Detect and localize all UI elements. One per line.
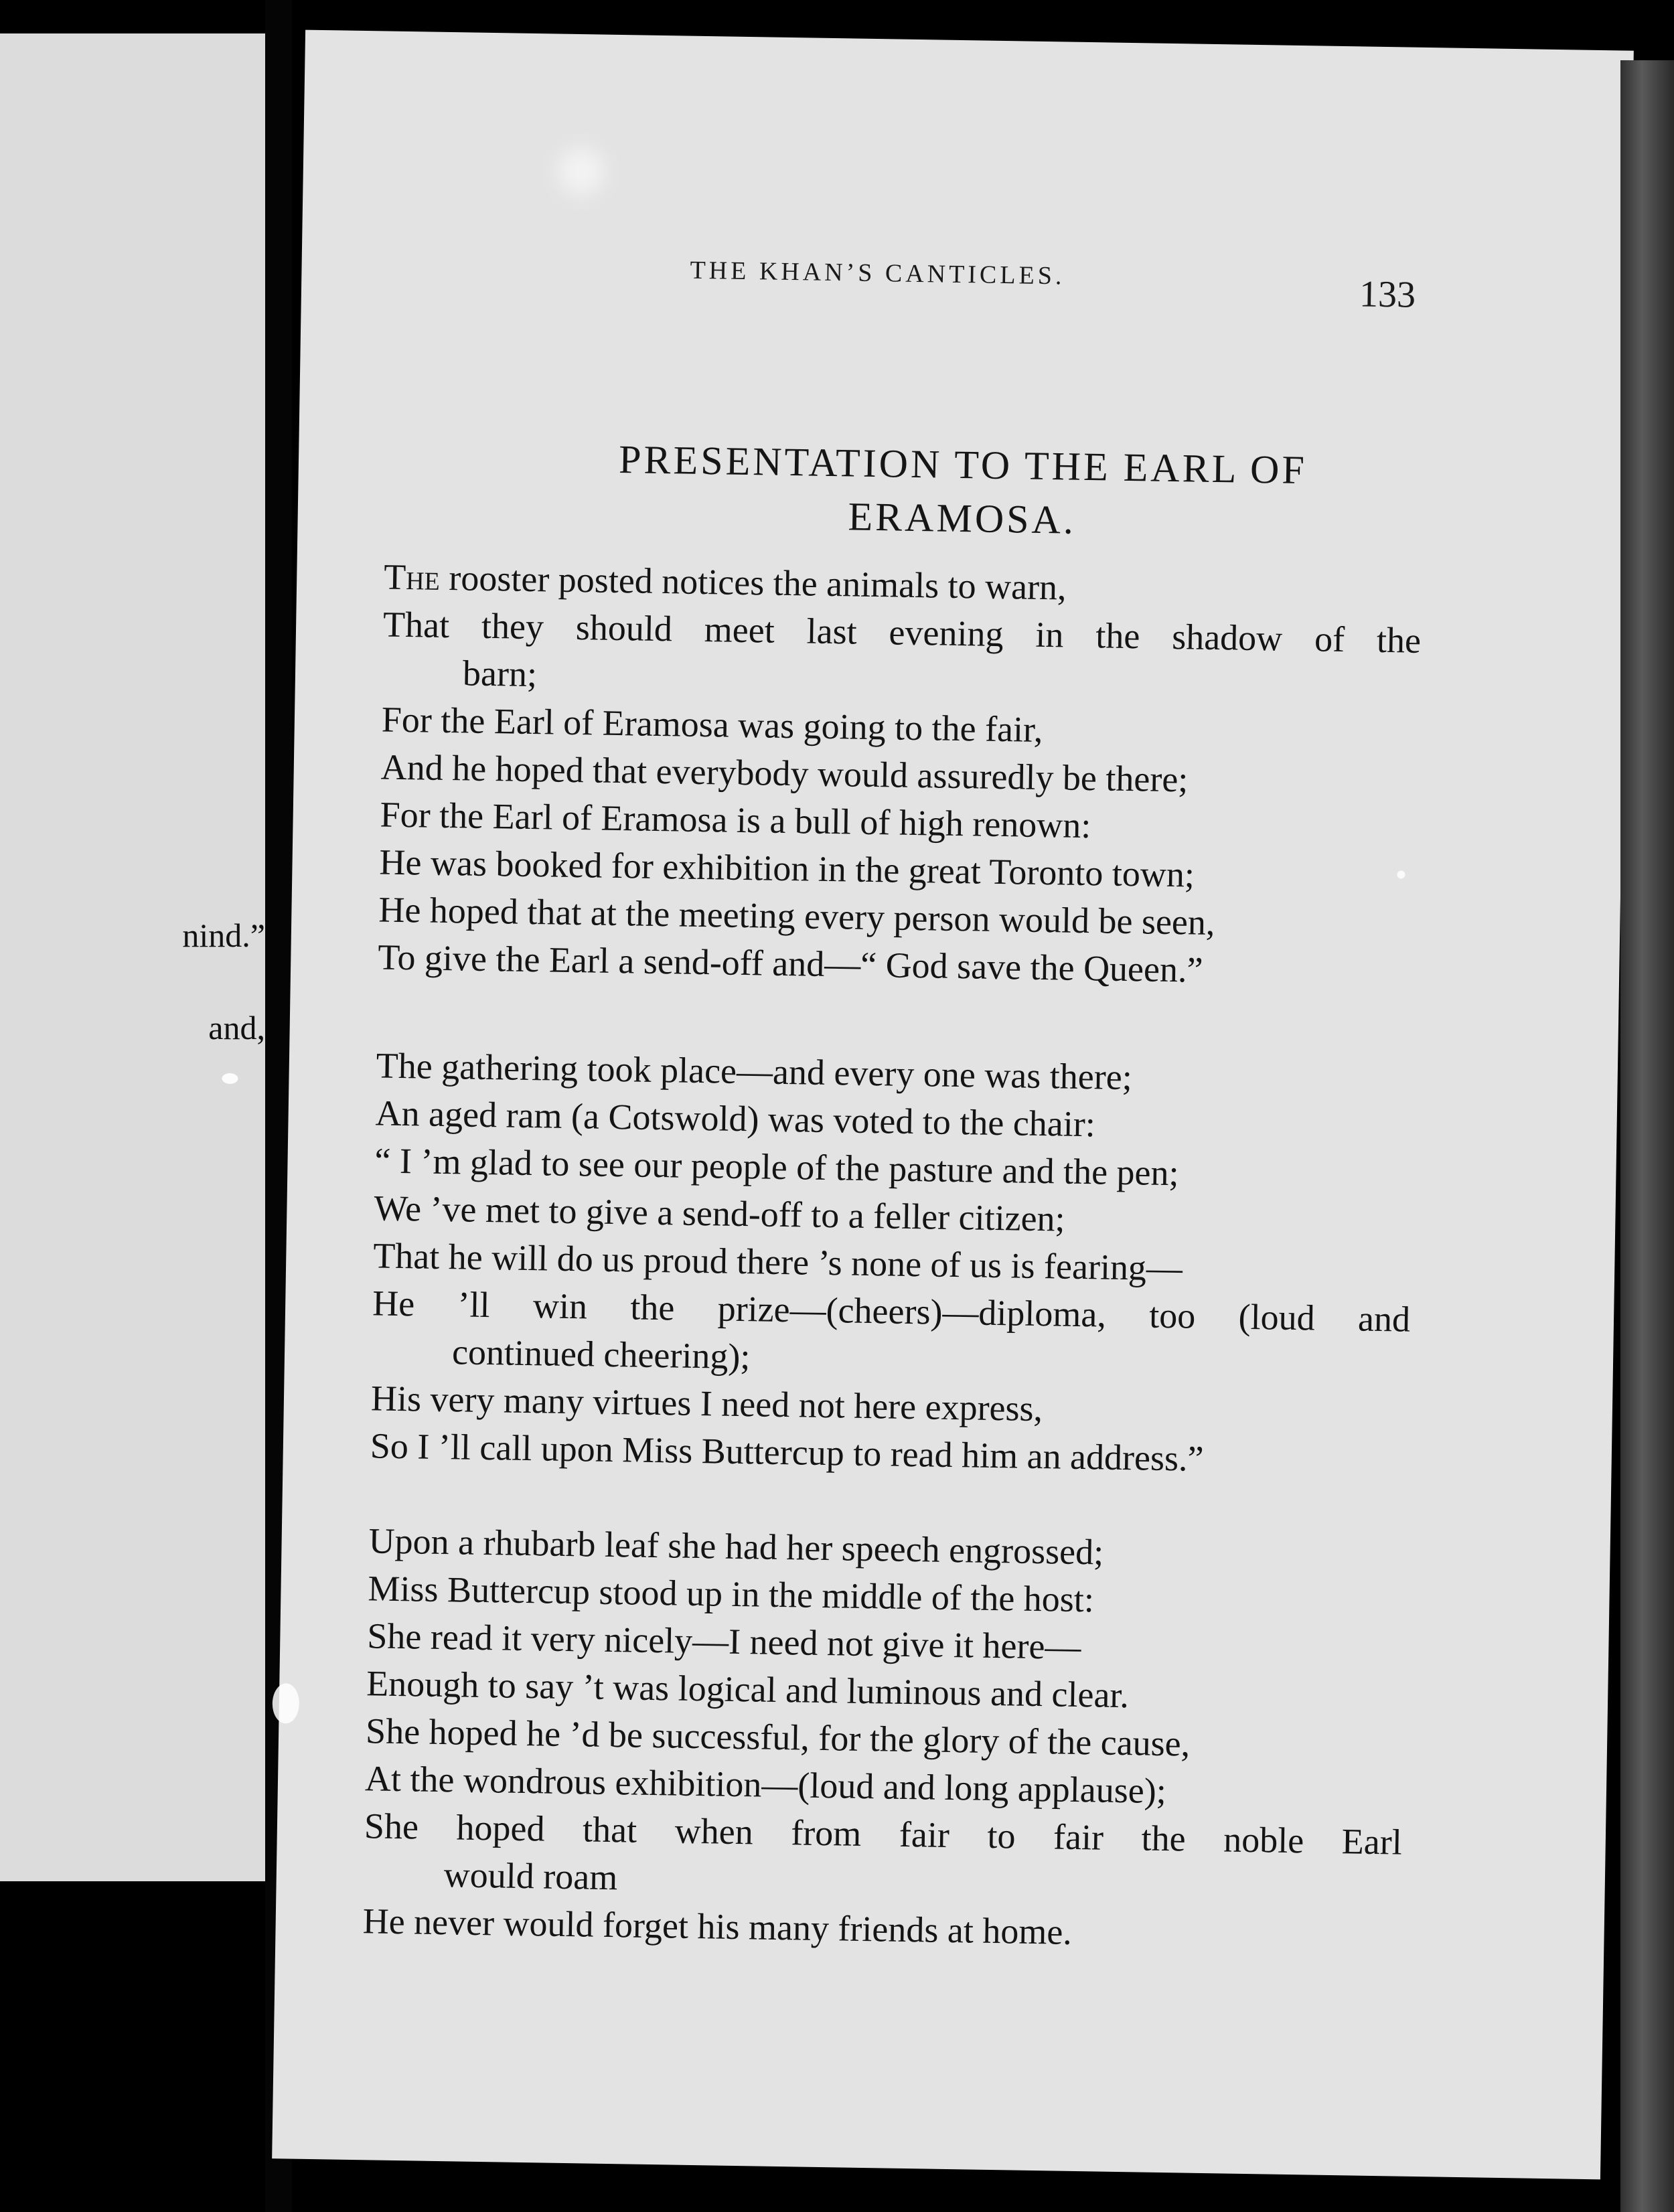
running-title: THE KHAN’S CANTICLES.	[690, 256, 1065, 291]
verse-line: The rooster posted notices the animals to warn,	[383, 556, 1067, 608]
verse-line-continued: barn;	[462, 653, 538, 695]
left-facing-page	[0, 33, 265, 1881]
verse-line: She hoped that when from fair to fair the noble Earl	[364, 1806, 1403, 1863]
poem-title: PRESENTATION TO THE EARL OF	[618, 437, 1308, 493]
book-page	[272, 30, 1634, 2180]
verse-line: The gathering took place—and every one was there;	[376, 1045, 1133, 1098]
verse-line: He hoped that at the meeting every person would be seen,	[378, 889, 1215, 943]
verse-line: “ I ’m glad to see our people of the pasture and the pen;	[374, 1140, 1179, 1194]
verse-line: Enough to say ’t was logical and luminous and clear.	[366, 1663, 1130, 1716]
verse-line-continued: continued cheering);	[451, 1332, 751, 1377]
verse-line: He was booked for exhibition in the great Toronto town;	[379, 842, 1195, 895]
left-page-fragment: nind.”	[182, 917, 265, 954]
verse-line: For the Earl of Eramosa was going to the fair,	[381, 699, 1043, 750]
poem-title-continued: ERAMOSA.	[848, 494, 1077, 542]
verse-line: For the Earl of Eramosa is a bull of high renown:	[380, 794, 1091, 846]
verse-line: Upon a rhubarb leaf she had her speech engrossed;	[368, 1520, 1104, 1573]
verse-line: He ’ll win the prize—(cheers)—diploma, too (loud and	[372, 1283, 1411, 1340]
page-edge	[1620, 60, 1674, 2212]
verse-line: To give the Earl a send-off and—“ God save the Queen.”	[377, 937, 1203, 990]
verse-line: And he hoped that everybody would assuredly be there;	[380, 746, 1189, 800]
verse-line: She read it very nicely—I need not give it here—	[366, 1615, 1081, 1668]
verse-line: He never would forget his many friends at home.	[362, 1901, 1073, 1952]
drop-word: The	[383, 556, 441, 598]
verse-line: His very many virtues I need not here express,	[370, 1378, 1043, 1429]
verse-line: An aged ram (a Cotswold) was voted to the chair:	[375, 1093, 1096, 1145]
scan-speck	[222, 1073, 238, 1084]
verse-line: We ’ve met to give a send-off to a feller citizen;	[374, 1188, 1066, 1239]
verse-line: So I ’ll call upon Miss Buttercup to read him an address.”	[370, 1425, 1204, 1479]
scan-glare	[557, 148, 605, 195]
verse-line-continued: would roam	[443, 1854, 618, 1898]
verse-line: At the wondrous exhibition—(loud and long applause);	[364, 1758, 1167, 1812]
verse-line: That they should meet last evening in the shadow of the	[382, 604, 1422, 661]
stanza	[370, 1042, 1414, 1486]
verse-line: She hoped he ’d be successful, for the glory of the cause,	[365, 1711, 1191, 1764]
stanza	[362, 1517, 1407, 1961]
verse-line: Miss Buttercup stood up in the middle of the host:	[368, 1568, 1095, 1620]
left-page-fragment: and,	[208, 1009, 265, 1046]
scan-speck	[1397, 870, 1405, 878]
page-number: 133	[1359, 273, 1416, 316]
scan-speck	[272, 1683, 299, 1724]
verse-line: That he will do us proud there ’s none of us is fearing—	[372, 1235, 1183, 1289]
stanza	[378, 554, 1422, 998]
